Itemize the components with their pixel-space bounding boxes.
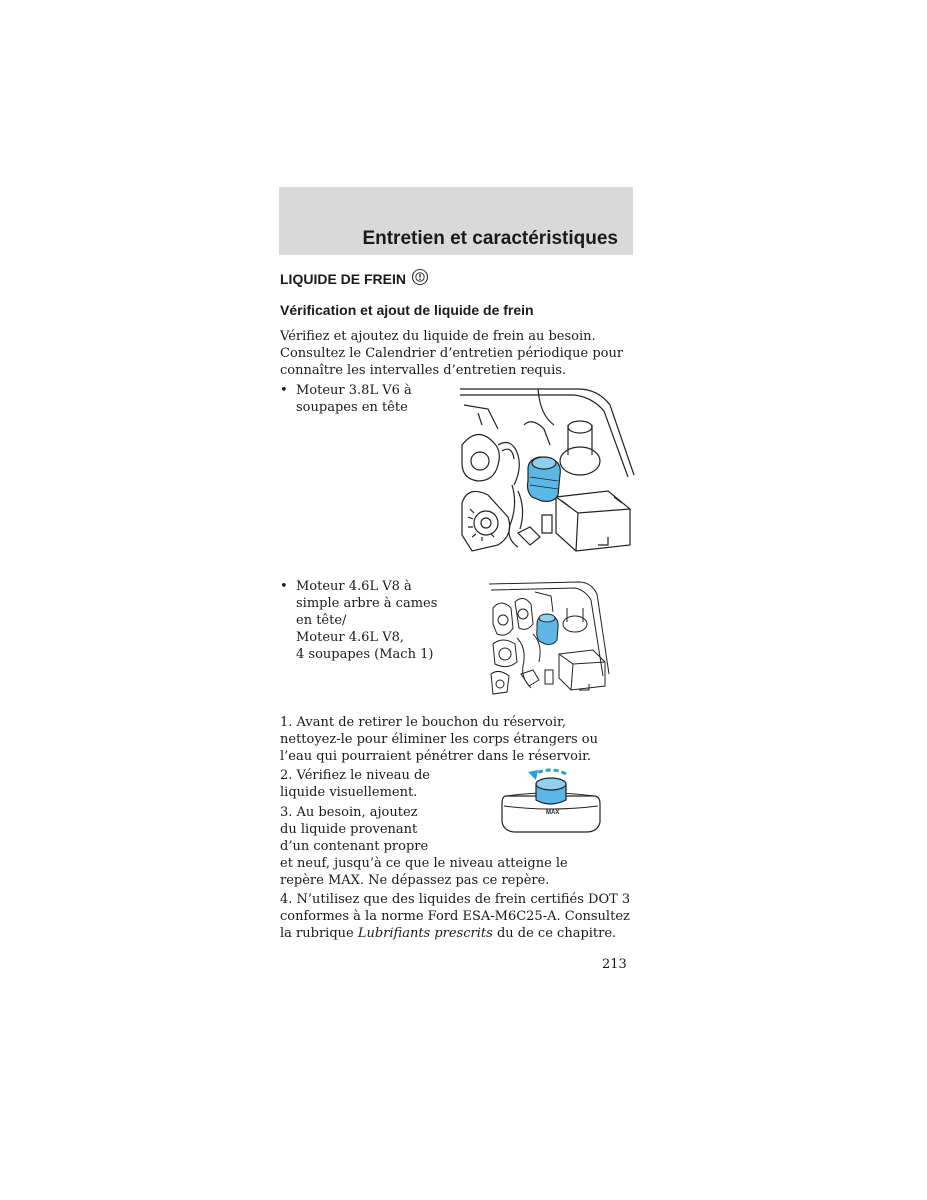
intro-line: connaître les intervalles d’entretien requis. <box>280 363 567 378</box>
bullet-line: en tête/ <box>296 613 347 628</box>
step-line: repère MAX. Ne dépassez pas ce repère. <box>280 873 550 888</box>
step-line: du liquide provenant <box>280 822 418 837</box>
step-line: l’eau qui pourraient pénétrer dans le réservoir. <box>280 749 592 764</box>
step-4 <box>280 891 630 942</box>
brake-reservoir-highlight-small <box>537 614 558 645</box>
reservoir-cap-illustration <box>500 766 602 836</box>
bullet-text <box>296 578 437 663</box>
step-line: 4. N’utilisez que des liquides de frein certifiés DOT 3 <box>280 892 631 907</box>
bullet-line: 4 soupapes (Mach 1) <box>296 647 434 662</box>
header-band <box>279 187 633 255</box>
step-line: 1. Avant de retirer le bouchon du réservoir, <box>280 715 566 730</box>
lubricants-reference: Lubrifiants prescrits <box>357 926 493 941</box>
intro-line: Vérifiez et ajoutez du liquide de frein au besoin. <box>280 329 596 344</box>
intro-paragraph <box>280 328 623 379</box>
engine-3-8l-illustration <box>458 385 636 557</box>
max-label: MAX <box>546 810 560 816</box>
step-line: nettoyez-le pour éliminer les corps étrangers ou <box>280 732 598 747</box>
step-line: et neuf, jusqu’à ce que le niveau atteigne le <box>280 856 568 871</box>
intro-line: Consultez le Calendrier d’entretien périodique pour <box>280 346 624 361</box>
bullet-dot: • <box>280 383 288 398</box>
step-line: 3. Au besoin, ajoutez <box>280 805 418 820</box>
chapter-title: Entretien et caractéristiques <box>362 228 618 249</box>
page-number: 213 <box>602 957 627 972</box>
brake-fluid-icon <box>411 268 429 289</box>
step-line: conformes à la norme Ford ESA-M6C25-A. Consultez <box>280 909 630 924</box>
bullet-line: soupapes en tête <box>296 400 408 415</box>
bullet-line: Moteur 3.8L V6 à <box>296 383 412 398</box>
step-line: d’un contenant propre <box>280 839 429 854</box>
step-line: 2. Vérifiez le niveau de <box>280 768 430 783</box>
step-text: la rubrique <box>280 926 358 941</box>
section-heading-text: LIQUIDE DE FREIN <box>280 270 407 287</box>
step-line-3 <box>280 926 616 941</box>
step-text: du de ce chapitre. <box>492 926 617 941</box>
bullet-line: Moteur 4.6L V8 à <box>296 579 412 594</box>
brake-reservoir-highlight <box>528 457 561 501</box>
bullet-line: simple arbre à cames <box>296 596 438 611</box>
bullet-dot: • <box>280 579 288 594</box>
bullet-line: Moteur 4.6L V8, <box>296 630 405 645</box>
section-heading <box>280 268 429 289</box>
bullet-text <box>296 382 412 416</box>
engine-4-6l-illustration <box>487 578 611 700</box>
step-1 <box>280 714 598 765</box>
subsection-heading: Vérification et ajout de liquide de frein <box>280 302 534 318</box>
step-line: liquide visuellement. <box>280 785 418 800</box>
step-2 <box>280 767 430 801</box>
